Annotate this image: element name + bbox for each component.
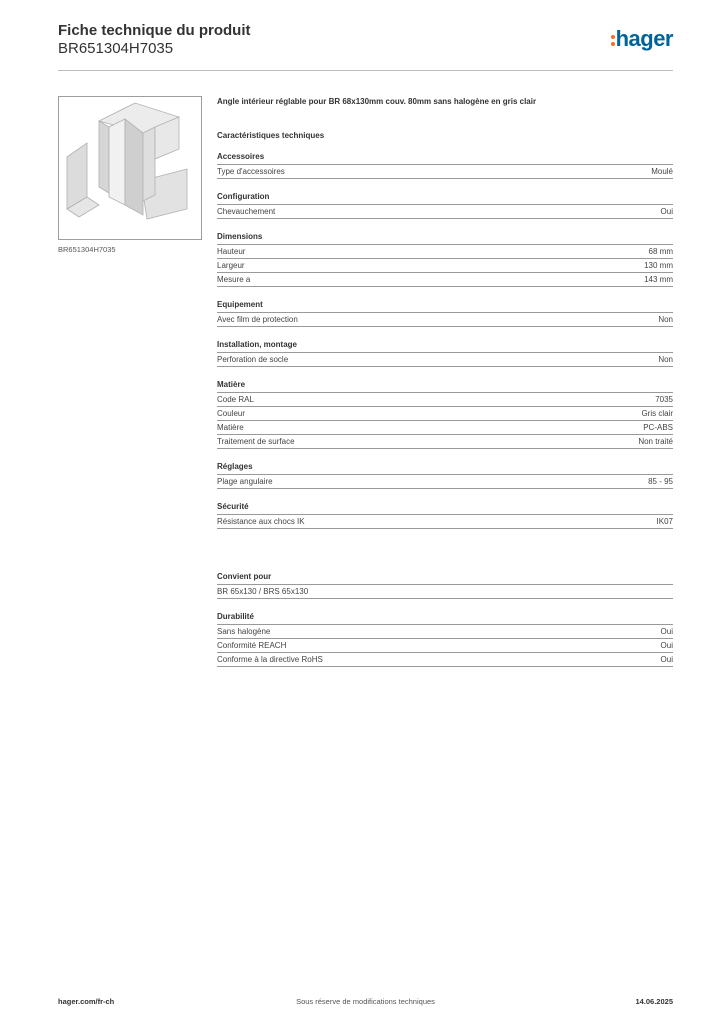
spec-label: Mesure a [217,275,251,284]
footer-website-link[interactable]: hager.com/fr-ch [58,997,115,1006]
spec-section-installation [217,339,673,367]
spec-row [217,313,673,327]
compat-row [217,585,673,599]
spec-value: Non traité [638,437,673,446]
spec-value: Oui [660,655,673,664]
spec-label: Chevauchement [217,207,276,216]
spec-section-equipement [217,299,673,327]
section-title: Durabilité [217,611,673,625]
spec-row [217,653,673,667]
spec-value: Non [658,315,673,324]
spec-section-securite [217,501,673,529]
spec-row [217,407,673,421]
section-title: Sécurité [217,501,673,515]
spec-value: Oui [660,627,673,636]
spec-row [217,639,673,653]
spec-row [217,435,673,449]
footer-date: 14.06.2025 [635,997,673,1006]
spec-row [217,625,673,639]
section-title: Equipement [217,299,673,313]
spec-value: Oui [660,641,673,650]
section-title: Configuration [217,191,673,205]
document-title: Fiche technique du produit [58,22,251,39]
product-specs [217,96,673,667]
spec-value: Non [658,355,673,364]
spec-row [217,273,673,287]
spec-section-reglages [217,461,673,489]
spec-value: 130 mm [644,261,673,270]
product-reference: BR651304H7035 [58,40,174,57]
product-image [58,96,202,240]
compatibility-section [217,571,673,599]
section-title: Réglages [217,461,673,475]
spec-row [217,165,673,179]
durability-section [217,611,673,667]
section-title: Matière [217,379,673,393]
inner-corner-product-icon [59,97,201,239]
specs-heading: Caractéristiques techniques [217,131,325,140]
spec-label: Couleur [217,409,246,418]
section-title: Accessoires [217,151,673,165]
spec-row [217,393,673,407]
compat-label: BR 65x130 / BRS 65x130 [217,587,309,596]
spec-row [217,259,673,273]
spec-row [217,245,673,259]
spec-label: Avec film de protection [217,315,298,324]
logo-dots-icon [611,35,615,46]
section-title: Dimensions [217,231,673,245]
spec-row [217,475,673,489]
spec-label: Matière [217,423,244,432]
page-header [58,22,673,71]
spec-section-accessoires [217,151,673,179]
spec-label: Largeur [217,261,245,270]
spec-row [217,421,673,435]
hager-logo [611,28,673,50]
spec-section-matiere [217,379,673,449]
spec-label: Type d'accessoires [217,167,285,176]
spec-row [217,205,673,219]
spec-section-dimensions [217,231,673,287]
logo-text: hager [615,26,673,51]
spec-label: Code RAL [217,395,254,404]
section-title: Convient pour [217,571,673,585]
section-title: Installation, montage [217,339,673,353]
product-image-caption: BR651304H7035 [58,245,116,254]
spec-value: 143 mm [644,275,673,284]
footer-disclaimer: Sous réserve de modifications techniques [296,997,435,1006]
spec-label: Conforme à la directive RoHS [217,655,323,664]
spec-value: Gris clair [641,409,673,418]
spec-value: IK07 [656,517,673,526]
spec-label: Sans halogène [217,627,271,636]
spec-label: Résistance aux chocs IK [217,517,305,526]
spec-row [217,515,673,529]
page-footer [58,997,673,1009]
spec-row [217,353,673,367]
product-description: Angle intérieur réglable pour BR 68x130mm couv. 80mm sans halogène en gris clair [217,97,537,106]
spec-value: 7035 [655,395,673,404]
spec-label: Conformité REACH [217,641,287,650]
spec-section-configuration [217,191,673,219]
spec-value: PC-ABS [643,423,673,432]
spec-value: 85 - 95 [648,477,673,486]
spec-value: Moulé [651,167,673,176]
spec-value: 68 mm [648,247,673,256]
spec-label: Traitement de surface [217,437,295,446]
spec-label: Perforation de socle [217,355,289,364]
spec-label: Hauteur [217,247,246,256]
spec-label: Plage angulaire [217,477,273,486]
spec-value: Oui [660,207,673,216]
